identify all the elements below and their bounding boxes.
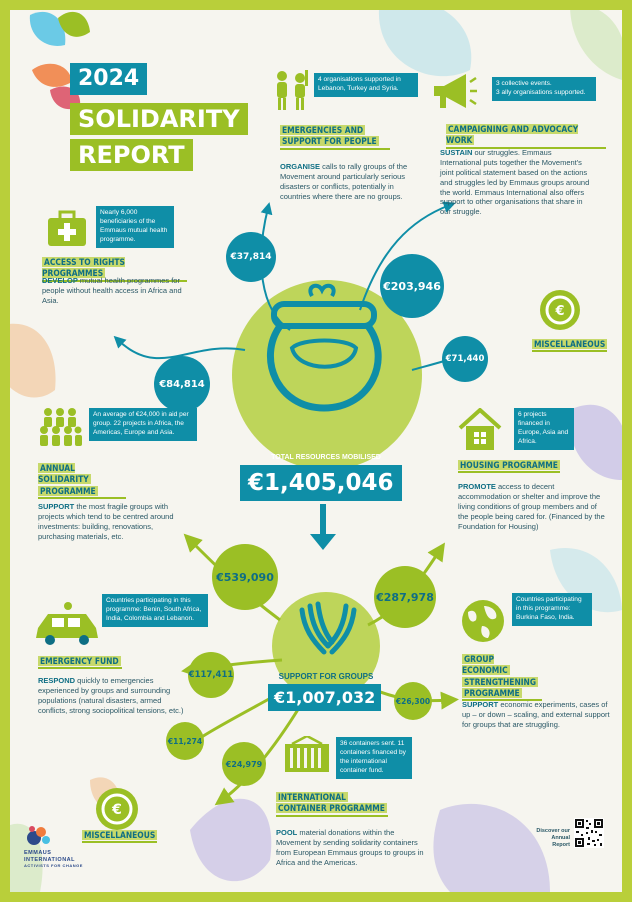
emergency-fund-info: Countries participating in this programme: Benin, South Africa, India, Colombia and Lebanon. xyxy=(102,594,208,627)
amount-misc-bottom: €11,274 xyxy=(166,722,204,760)
economic-info: Countries participating in this programme: Burkina Faso, India. xyxy=(512,593,592,626)
emergencies-info: 4 organisations supported in Lebanon, Turkey and Syria. xyxy=(314,73,418,97)
emergencies-heading: EMERGENCIES AND SUPPORT FOR PEOPLE xyxy=(280,125,390,150)
coin-icon xyxy=(538,288,582,332)
amount-housing: €287,978 xyxy=(374,566,436,628)
emmaus-logo-icon xyxy=(24,824,54,848)
groups-label: SUPPORT FOR GROUPS xyxy=(278,672,374,681)
misc-bottom-heading: MISCELLANEOUS xyxy=(82,830,157,843)
economic-heading: GROUP ECONOMIC STRENGTHENING PROGRAMME xyxy=(462,654,542,701)
logo-name: EMMAUS INTERNATIONAL ACTIVISTS FOR CHANGE xyxy=(24,850,83,869)
amount-container: €24,979 xyxy=(222,742,266,786)
purse-icon xyxy=(252,278,402,418)
svg-text:€: € xyxy=(112,802,122,818)
house-icon xyxy=(458,408,502,452)
amount-emergency-fund: €117,411 xyxy=(188,652,234,698)
misc-top-heading: MISCELLANEOUS xyxy=(532,339,607,352)
annual-info: An average of €24,000 in aid per group. 22 projects in Africa, the Americas, Europe and Asia. xyxy=(89,408,197,441)
housing-text: PROMOTE access to decent accommodation or shelter and improve the living conditions of group members and of the people being cared for. (Financed by the Foundation for Housing) xyxy=(458,482,605,531)
megaphone-icon xyxy=(430,70,478,114)
title-report: REPORT xyxy=(70,139,193,171)
container-info: 36 containers sent. 11 containers financed by the international container fund. xyxy=(336,737,412,779)
total-value: €1,405,046 xyxy=(240,465,402,501)
annual-heading: ANNUAL SOLIDARITY PROGRAMME xyxy=(38,463,126,499)
qr-code-icon[interactable] xyxy=(574,818,604,848)
globe-icon xyxy=(460,598,506,644)
discover-text: Discover our Annual Report xyxy=(536,828,570,849)
rights-info: Nearly 6,000 beneficiaries of the Emmaus mutual health programme. xyxy=(96,206,174,248)
svg-text:€: € xyxy=(555,304,565,319)
hands-icon xyxy=(292,600,364,662)
rights-heading: ACCESS TO RIGHTS PROGRAMMES xyxy=(42,257,187,282)
campaigning-heading: CAMPAIGNING AND ADVOCACY WORK xyxy=(446,124,606,149)
amount-misc-top: €71,440 xyxy=(442,336,488,382)
housing-info: 6 projects financed in Europe, Asia and Africa. xyxy=(514,408,574,450)
amount-emergencies: €37,814 xyxy=(226,232,276,282)
title-solidarity: SOLIDARITY xyxy=(70,103,248,135)
amount-rights: €84,814 xyxy=(154,356,210,412)
campaigning-info: 3 collective events. 3 ally organisations supported. xyxy=(492,77,596,101)
annual-text: SUPPORT the most fragile groups with projects which tend to be centred around investments: building, renovations, purchasing materials, etc. xyxy=(38,502,174,541)
group-icon xyxy=(36,406,84,448)
poster xyxy=(10,10,622,892)
emergencies-text: ORGANISE calls to rally groups of the Movement around particularly serious disasters or conflicts, potentially in countries where there are no groups. xyxy=(280,162,408,201)
economic-text: SUPPORT economic experiments, cases of up – or down – scaling, and external support for groups that are struggling. xyxy=(462,700,610,729)
rights-text: DEVELOP mutual health programmes for people without health access in Africa and Asia. xyxy=(42,276,182,305)
amount-campaigning: €203,946 xyxy=(380,254,444,318)
amount-annual: €539,090 xyxy=(212,544,278,610)
container-text: POOL material donations within the Movement by sending solidarity containers from European Emmaus groups to groups in Africa and the Americas. xyxy=(276,828,424,867)
amount-economic: €26,300 xyxy=(394,682,432,720)
emergency-fund-text: RESPOND quickly to emergencies experienced by groups and surrounding populations (natural disasters, armed conflicts, strong sociopolitical tensions, etc.) xyxy=(38,676,184,715)
ambulance-icon xyxy=(34,600,102,646)
groups-value: €1,007,032 xyxy=(268,684,381,711)
campaigning-text: SUSTAIN our struggles. Emmaus International puts together the Movement's joint political statement based on the actions and struggles led by Emmaus groups around the world. Emmaus International also offers support to other organisations that share in our struggle. xyxy=(440,148,590,217)
people-icon xyxy=(272,68,312,112)
emergency-fund-heading: EMERGENCY FUND xyxy=(38,656,122,669)
container-icon xyxy=(282,736,332,776)
coin-icon-bottom xyxy=(94,786,140,832)
title-year: 2024 xyxy=(70,63,147,95)
container-heading: INTERNATIONAL CONTAINER PROGRAMME xyxy=(276,792,388,817)
medkit-icon xyxy=(46,210,88,248)
housing-heading: HOUSING PROGRAMME xyxy=(458,460,560,473)
total-label: TOTAL RESOURCES MOBILISED xyxy=(271,454,381,461)
